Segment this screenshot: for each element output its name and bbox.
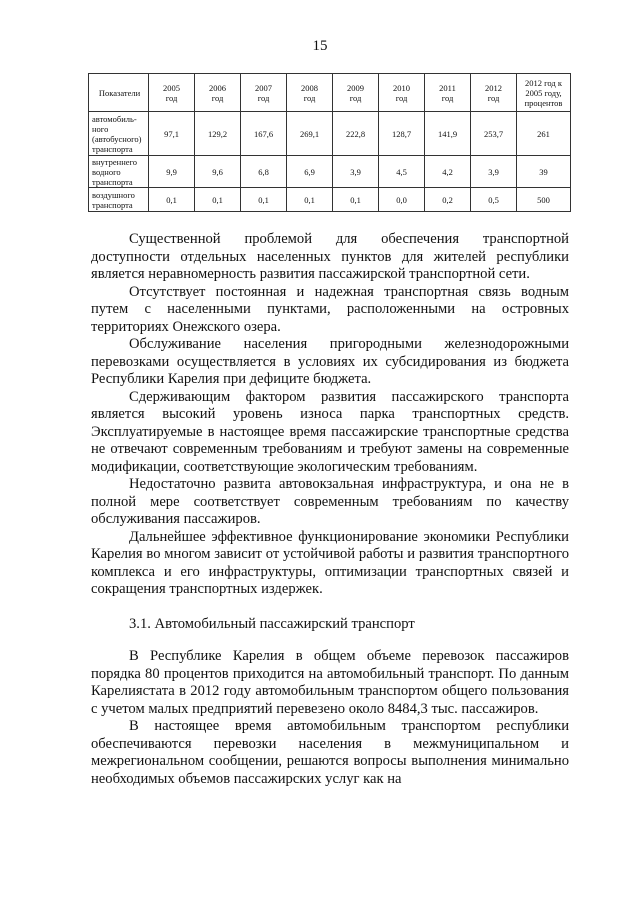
table-row (89, 188, 571, 212)
paragraph: Дальнейшее эффективное функционирование экономики Республики Карелия во многом зависит от устойчивой работы и развития транспортного комплекса и его инфраструктуры, оптимизации транспортных связей и сокращения транспортных издержек. (91, 528, 569, 597)
statistics-table (88, 73, 571, 212)
paragraph: Сдерживающим фактором развития пассажирского транспорта является высокий уровень износа парка транспортных средств. Эксплуатируемые в настоящее время пассажирские транспортные средства не отвечают современным требованиям и требуют замены на современные модификации, соответствующие экологическим требованиям. (91, 388, 569, 475)
table-cell: 9,9 (149, 156, 195, 188)
table-cell: 9,6 (195, 156, 241, 188)
table-cell: 4,5 (379, 156, 425, 188)
table-cell: 4,2 (425, 156, 471, 188)
document-body (91, 231, 569, 788)
row-label: автомобиль- ного (автобусного) транспорта (89, 112, 149, 156)
header-cell: 2009 год (333, 74, 379, 112)
table-cell: 128,7 (379, 112, 425, 156)
header-cell: Показатели (89, 74, 149, 112)
table-row (89, 112, 571, 156)
paragraph: В Республике Карелия в общем объеме перевозок пассажиров порядка 80 процентов приходится на автомобильный транспорт. По данным Карелиястата в 2012 году автомобильным транспортом общего пользования с учетом малых предприятий перевезено около 8484,3 тыс. пассажиров. (91, 648, 569, 717)
table-cell: 253,7 (471, 112, 517, 156)
table-header-row (89, 74, 571, 112)
table-cell: 97,1 (149, 112, 195, 156)
table-cell: 0,1 (149, 188, 195, 212)
table-cell: 222,8 (333, 112, 379, 156)
page-number: 15 (312, 38, 328, 54)
paragraph: Обслуживание населения пригородными железнодорожными перевозками осуществляется в условиях их субсидирования из бюджета Республики Карелия при дефиците бюджета. (91, 336, 569, 387)
row-label: внутреннего водного транспорта (89, 156, 149, 188)
paragraph: В настоящее время автомобильным транспортом республики обеспечиваются перевозки населения в межмуниципальном и межрегиональном сообщении, решаются вопросы выполнения минимально необходимых объемов пассажирских услуг как на (91, 718, 569, 787)
paragraph: Отсутствует постоянная и надежная транспортная связь водным путем с населенными пунктами, расположенными на островных территориях Онежского озера. (91, 283, 569, 335)
table-cell: 269,1 (287, 112, 333, 156)
table-cell: 141,9 (425, 112, 471, 156)
paragraph: Существенной проблемой для обеспечения транспортной доступности отдельных населенных пунктов для жителей республики является неравномерность развития пассажирской транспортной сети. (91, 231, 569, 282)
table-cell: 500 (517, 188, 571, 212)
header-cell: 2005 год (149, 74, 195, 112)
table-cell: 0,2 (425, 188, 471, 212)
table-cell: 167,6 (241, 112, 287, 156)
table-cell: 0,1 (287, 188, 333, 212)
table-cell: 261 (517, 112, 571, 156)
header-cell: 2010 год (379, 74, 425, 112)
table-cell: 3,9 (471, 156, 517, 188)
header-cell: 2011 год (425, 74, 471, 112)
table-cell: 0,1 (333, 188, 379, 212)
table-cell: 129,2 (195, 112, 241, 156)
header-cell: 2007 год (241, 74, 287, 112)
table-cell: 0,5 (471, 188, 517, 212)
table-cell: 0,0 (379, 188, 425, 212)
table-cell: 0,1 (241, 188, 287, 212)
header-cell: 2006 год (195, 74, 241, 112)
header-cell: 2008 год (287, 74, 333, 112)
table-cell: 3,9 (333, 156, 379, 188)
header-cell: 2012 год к 2005 году, процентов (517, 74, 571, 112)
row-label: воздушного транспорта (89, 188, 149, 212)
table-cell: 0,1 (195, 188, 241, 212)
table-cell: 6,8 (241, 156, 287, 188)
section-heading: 3.1. Автомобильный пассажирский транспорт (129, 615, 415, 632)
paragraph: Недостаточно развита автовокзальная инфраструктура, и она не в полной мере соответствует современным требованиям по качеству обслуживания пассажиров. (91, 476, 569, 527)
table-row (89, 156, 571, 188)
header-cell: 2012 год (471, 74, 517, 112)
table-cell: 6,9 (287, 156, 333, 188)
table-cell: 39 (517, 156, 571, 188)
